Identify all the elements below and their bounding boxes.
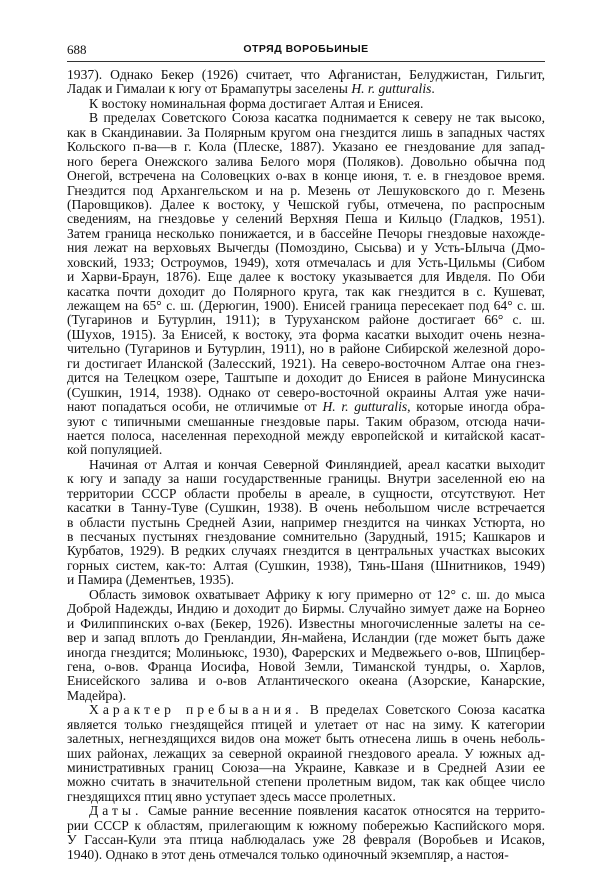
text-line: [67, 357, 545, 371]
text-line: [67, 212, 545, 226]
running-title: ОТРЯД ВОРОБЬИНЫЕ: [243, 43, 369, 55]
text-line: [67, 227, 545, 241]
text-run: Кольского п-ва—в г. Кола (Плеске, 1887). Указано ее гнездование для запад-: [67, 140, 545, 155]
text-run: В пределах Советского Союза касатка поднимается к северу не так высоко,: [89, 111, 545, 126]
text-run: Область зимовок охватывает Африку к югу примерно от 12° с. ш. до мыса: [89, 587, 545, 602]
text-run: У Гассан-Кули эта птица наблюдалась уже 28 февраля (Воробьев и Исаков,: [67, 833, 545, 848]
text-line: [67, 458, 545, 472]
text-run: В пределах Советского Союза касатка: [302, 703, 545, 718]
text-run: можно считать в значительной степени пролетным видом, так как общее число: [67, 775, 545, 790]
text-line: [67, 285, 545, 299]
text-run: Енисейского залива и о-вов Атлантического океана (Азорские, Канарские,: [67, 674, 545, 689]
text-run: К востоку номинальная форма достигает Алтая и Енисея.: [89, 96, 424, 111]
text-run: ги достигает Иланской (Залесский, 1921). На северо-восточном Алтае она гнез-: [67, 356, 545, 371]
text-line: [67, 631, 545, 645]
paragraph: [67, 703, 545, 804]
paragraph: [67, 111, 545, 458]
text-run: Самые ранние весенние появления касаток относятся на террито-: [142, 804, 545, 819]
text-run: к югу и западу за наши государственные границы. Внутри заселенной ею на: [67, 472, 545, 487]
paragraph: [67, 458, 545, 588]
text-run: кой популяцией.: [67, 443, 163, 458]
text-line: [67, 617, 545, 631]
text-run: Курбатов, 1929). В редких случаях гнездится в центральных участках высоких: [67, 544, 545, 559]
text-run: (Тугаринов и Бутурлин, 1911); в Туруханском районе достигает 66° с. ш.: [67, 313, 545, 328]
text-run: вер и запад вплоть до Гренландии, Ян-майена, Исландии (где может быть даже: [67, 631, 545, 646]
text-line: [67, 544, 545, 558]
species-name: H. r. gutturalis: [351, 82, 432, 97]
text-run: дится на Телецком озере, Таштыпе и доходит до Енисея в районе Минусинска: [67, 371, 545, 386]
text-run: в области пустынь Средней Азии, например гнездится на чинках Устюрта, но: [67, 515, 545, 530]
text-line: [67, 718, 545, 732]
text-line: [67, 241, 545, 255]
text-run: чительно (Тугаринов и Бутурлин, 1911), но в районе Сибирской железной доро-: [67, 342, 545, 357]
section-heading: Даты.: [89, 804, 143, 819]
text-run: нают попадаться особи, не отличимые от: [67, 400, 323, 415]
paragraph: [67, 68, 545, 97]
text-line: [67, 848, 545, 862]
text-run: Затем граница несколько понижается, и в бассейне Печоры гнездовые нахожде-: [67, 226, 545, 241]
text-line: [67, 68, 545, 82]
section-heading: Характер пребывания.: [89, 703, 303, 718]
text-line: [67, 602, 545, 616]
text-line: [67, 660, 545, 674]
text-run: .: [431, 82, 435, 97]
text-line: [67, 111, 545, 125]
text-run: Онегой, встречена на Соловецких о-вах в конце июня, т. е. в гнездовое время.: [67, 169, 545, 184]
text-run: зуют с типичными смешанные гнездовые пары. Таким образом, отсюда начи-: [67, 414, 545, 429]
text-run: Ладак и Гималаи к югу от Брамапутры заселены: [67, 82, 352, 97]
text-run: гнездящихся птиц явно уступает здесь массе пролетных.: [67, 789, 396, 804]
text-line: [67, 313, 545, 327]
text-run: рии СССР к областям, прилегающим к южному побережью Каспийского моря.: [67, 818, 545, 833]
text-line: [67, 184, 545, 198]
species-name: H. r. gutturalis: [322, 400, 408, 415]
text-line: [67, 703, 545, 717]
text-line: [67, 516, 545, 530]
text-run: Гнездится под Архангельском и на р. Мезень от Лешуковского до г. Мезень: [67, 183, 545, 198]
text-run: и Харви-Браун, 1876). Еще далее к востоку указывается для Ивделя. По Оби: [67, 270, 545, 285]
text-line: [67, 400, 545, 414]
text-run: Мадейра).: [67, 688, 127, 703]
text-run: сведениям, на гнездовье у селений Верхняя Пеша и Кильцо (Гладков, 1951).: [67, 212, 545, 227]
text-line: [67, 487, 545, 501]
text-line: [67, 804, 545, 818]
text-run: нается полоса, населенная переходной между европейской и китайской касат-: [67, 428, 545, 443]
text-line: [67, 415, 545, 429]
text-line: [67, 126, 545, 140]
text-line: [67, 689, 545, 703]
header-rule: [67, 61, 545, 62]
text-line: [67, 501, 545, 515]
text-line: [67, 198, 545, 212]
text-line: [67, 155, 545, 169]
text-line: [67, 140, 545, 154]
page-number: 688: [67, 42, 87, 57]
text-line: [67, 559, 545, 573]
text-run: (Сушкин, 1914, 1938). Однако от северо-восточной окраины Алтая уже начи-: [67, 385, 545, 400]
text-run: министративных границ Союза—на Украине, Кавказе и в Средней Азии ее: [67, 761, 545, 775]
text-line: [67, 790, 545, 804]
text-line: [67, 342, 545, 356]
text-run: Начиная от Алтая и кончая Северной Финляндией, ареал касатки выходит: [89, 457, 545, 472]
text-line: [67, 775, 545, 789]
text-run: 1940). Однако в этот день отмечался только одиночный экземпляр, а настоя-: [67, 847, 509, 862]
text-line: [67, 833, 545, 847]
running-header: [67, 42, 545, 60]
text-line: [67, 819, 545, 833]
text-run: касатка почти доходит до Полярного круга, так как гнездится в с. Кушеват,: [67, 284, 545, 299]
text-line: [67, 328, 545, 342]
text-run: (Паровщиков). Далее к востоку, у Чешской губы, отмечена, по распросным: [67, 197, 545, 212]
text-line: [67, 443, 545, 457]
text-line: [67, 371, 545, 385]
text-line: [67, 646, 545, 660]
text-run: ших районах, лежащих за северной окраиной гнездового ареала. У южных ад-: [67, 746, 545, 761]
text-line: [67, 386, 545, 400]
text-run: залетных, негнездящихся видов она может быть отнесена лишь в очень неболь-: [67, 732, 545, 747]
text-run: ния лежат на верховьях Вычегды (Помоздино, Сысьва) и у Усть-Ылыча (Дмо-: [67, 241, 545, 256]
text-line: [67, 732, 545, 746]
text-line: [67, 256, 545, 270]
page-body: [67, 68, 545, 862]
text-run: гена, о-вов. Франца Иосифа, Новой Земли, Тиманской тундры, о. Харлов,: [67, 659, 545, 674]
paragraph: [67, 804, 545, 862]
text-line: [67, 674, 545, 688]
text-run: лежащем на 65° с. ш. (Дерюгин, 1900). Енисей граница пересекает под 64° с. ш.: [67, 299, 545, 313]
text-run: (Шухов, 1915). За Енисей, к востоку, эта форма касатки выходит очень незна-: [67, 327, 545, 342]
text-line: [67, 82, 545, 96]
text-run: в песчаных пустынях гнездование сомнительно (Зарудный, 1915; Кашкаров и: [67, 530, 545, 544]
paragraph: [67, 588, 545, 704]
text-run: касатки в Танну-Туве (Сушкин, 1938). В очень небольшом числе встречается: [67, 501, 545, 516]
text-run: 1937). Однако Бекер (1926) считает, что Афганистан, Белуджистан, Гильгит,: [67, 68, 545, 82]
paragraph: [67, 97, 545, 111]
text-line: [67, 429, 545, 443]
text-run: территории СССР области пробелы в ареале, в сущности, отсутствуют. Нет: [67, 486, 545, 501]
text-line: [67, 530, 545, 544]
text-line: [67, 97, 545, 111]
text-line: [67, 747, 545, 761]
text-line: [67, 472, 545, 486]
text-run: и Памира (Дементьев, 1935).: [67, 573, 235, 588]
text-run: и Филиппинских о-вах (Бекер, 1926). Известны многочисленные залеты на се-: [67, 616, 545, 631]
text-run: является только гнездящейся птицей и улетает от нас на зиму. К категории: [67, 717, 545, 732]
text-run: Доброй Надежды, Индию и доходит до Бирмы. Случайно зимует даже на Борнео: [67, 602, 545, 617]
text-run: как в Скандинавии. За Полярным кругом она гнездится лишь в западных частях: [67, 125, 545, 140]
text-run: ного берега Онежского залива Белого моря (Поляков). Довольно обычна под: [67, 154, 545, 169]
text-line: [67, 169, 545, 183]
text-line: [67, 761, 545, 775]
text-run: ховский, 1933; Остроумов, 1949), хотя отмечалась и для Усть-Цильмы (Сибом: [67, 255, 545, 270]
text-line: [67, 588, 545, 602]
text-run: иногда гнездится; Молиньюкс, 1930), Фарерских и Медвежьего о-вов, Шпицбер-: [67, 645, 545, 660]
text-line: [67, 299, 545, 313]
text-run: горных систем, как-то: Алтая (Сушкин, 1938), Тянь-Шаня (Шнитников, 1949): [67, 558, 545, 573]
text-line: [67, 573, 545, 587]
text-line: [67, 270, 545, 284]
text-run: , которые иногда обра-: [407, 400, 545, 415]
